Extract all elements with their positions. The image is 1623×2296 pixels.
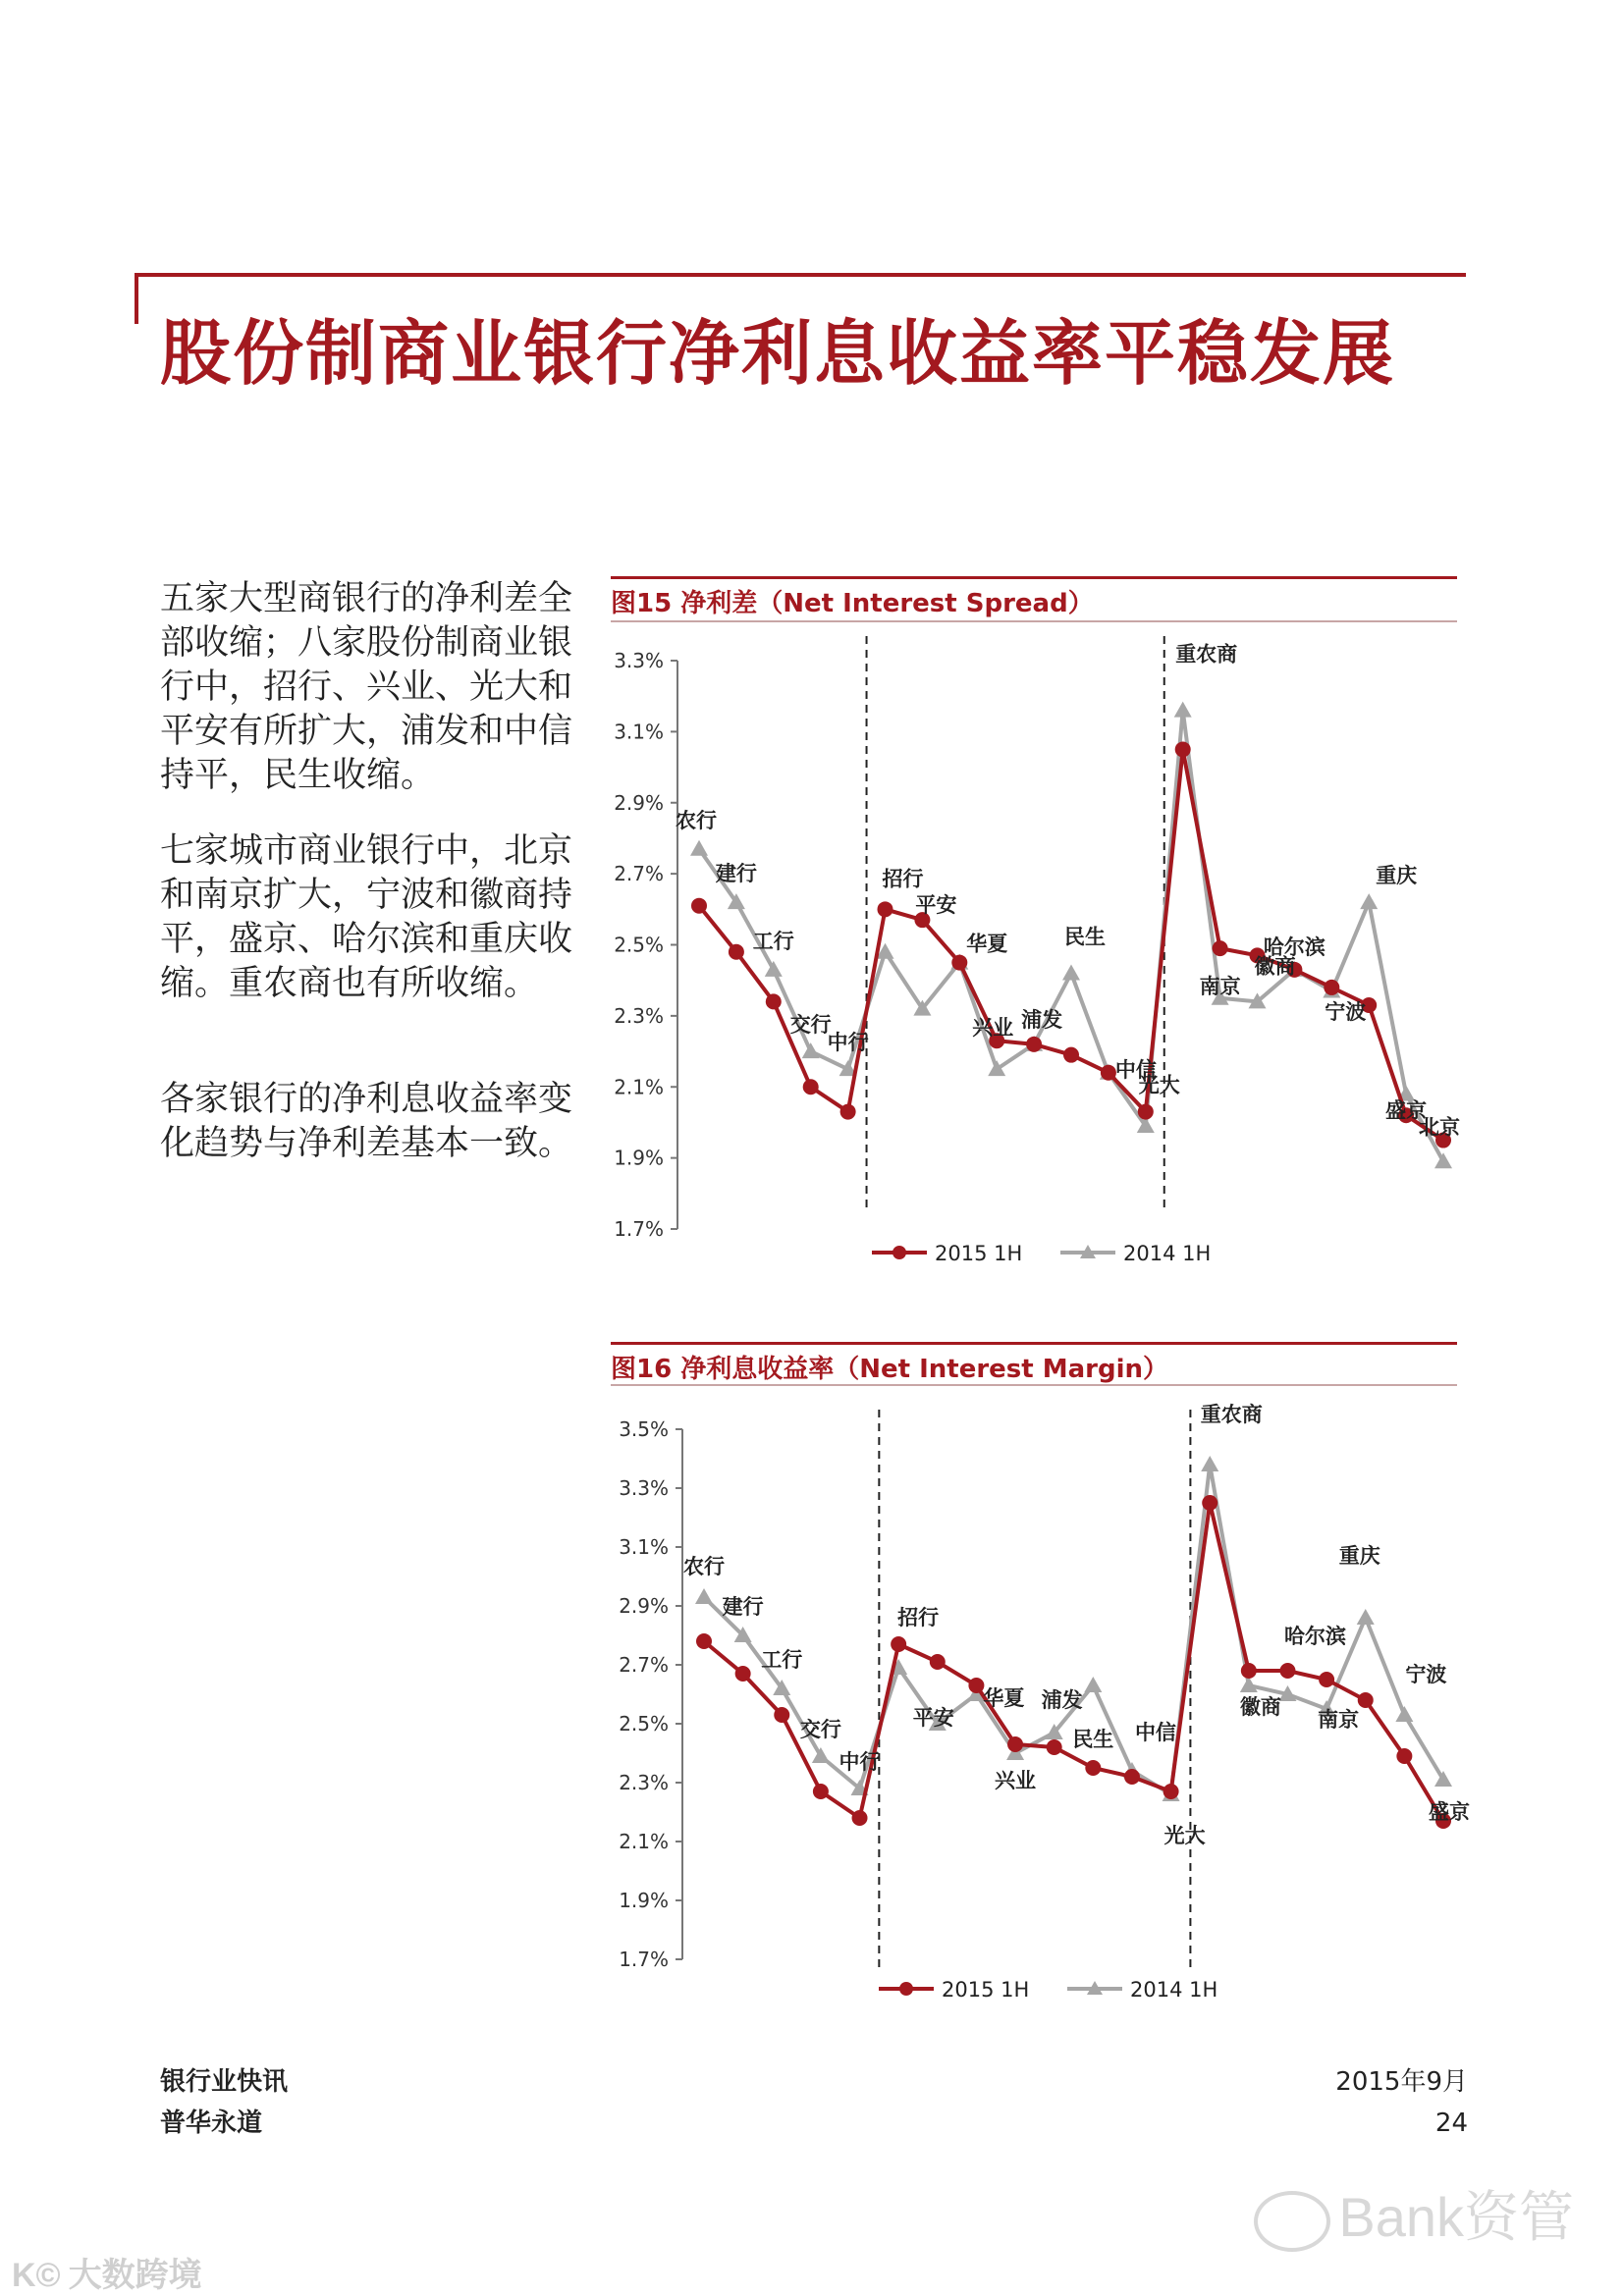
point-label: 农行 [676, 808, 717, 832]
footer-company-name: 普华永道 [160, 2109, 263, 2138]
series-point-2015 [1279, 1663, 1295, 1679]
series-point-2015 [1202, 1495, 1217, 1511]
series-point-2015 [1358, 1692, 1374, 1708]
y-tick-label: 2.3% [614, 1003, 664, 1028]
y-tick-label: 2.1% [619, 1830, 669, 1853]
point-label: 中行 [827, 1031, 869, 1055]
series-point-2015 [852, 1810, 868, 1826]
y-tick-label: 3.5% [619, 1417, 669, 1441]
legend-marker-2015 [899, 1982, 913, 1996]
point-label: 中行 [839, 1750, 881, 1774]
footer-date: 2015年9月 [1335, 2067, 1468, 2097]
point-label: 民生 [1064, 925, 1106, 949]
point-label: 哈尔滨 [1263, 934, 1325, 959]
point-label: 兴业 [972, 1016, 1014, 1041]
point-label: 中信 [1134, 1721, 1176, 1744]
point-label: 重农商 [1175, 642, 1238, 667]
point-label: 徽商 [1239, 1695, 1281, 1719]
series-point-2015 [735, 1666, 751, 1682]
fig16-title: 图16 净利息收益率（Net Interest Margin） [611, 1355, 1169, 1384]
logo-text: 大数跨境 [68, 2256, 202, 2295]
point-label: 兴业 [995, 1769, 1037, 1792]
page-number: 24 [1434, 2109, 1468, 2138]
series-point-2015 [696, 1633, 712, 1649]
point-label: 盛京 [1429, 1800, 1470, 1824]
point-label: 盛京 [1385, 1098, 1428, 1123]
y-tick-label: 3.3% [619, 1476, 669, 1500]
point-label: 招行 [882, 867, 924, 891]
point-label: 平安 [912, 1706, 954, 1730]
fig15-title: 图15 净利差（Net Interest Spread） [611, 589, 1094, 618]
point-label: 民生 [1072, 1728, 1114, 1751]
series-point-2015 [1163, 1784, 1179, 1799]
point-label: 工行 [761, 1648, 803, 1672]
series-point-2014 [1240, 1677, 1258, 1692]
series-point-2015 [930, 1654, 946, 1670]
series-point-2015 [774, 1707, 789, 1723]
paragraph-nim-trend: 各家银行的净利息收益率变化趋势与净利差基本一致。 [160, 1080, 573, 1163]
series-point-2014 [1084, 1677, 1102, 1692]
point-label: 浦发 [1021, 1007, 1063, 1032]
series-point-2015 [1047, 1739, 1062, 1755]
y-tick-label: 2.1% [614, 1075, 664, 1099]
paragraph-city-banks: 七家城市商业银行中，北京和南京扩大，宁波和徽商持平，盛京、哈尔滨和重庆收缩。重农商也有所收缩。 [160, 831, 573, 1003]
y-tick-label: 2.7% [614, 862, 664, 886]
series-point-2015 [891, 1636, 906, 1652]
legend-label-2015: 2015 1H [935, 1242, 1023, 1265]
series-point-2015 [1124, 1769, 1140, 1785]
series-line-2015 [704, 1503, 1443, 1821]
footer-meta [1335, 2061, 1468, 2144]
series-point-2014 [1395, 1706, 1413, 1722]
legend-label-2014: 2014 1H [1123, 1242, 1212, 1265]
series-point-2014 [1434, 1771, 1452, 1787]
point-label: 平安 [915, 893, 957, 918]
legend-label-2014: 2014 1H [1130, 1978, 1218, 2002]
point-label: 华夏 [983, 1686, 1025, 1710]
series-point-2015 [1085, 1760, 1101, 1776]
point-label: 光大 [1163, 1824, 1206, 1847]
point-label: 宁波 [1405, 1663, 1447, 1686]
y-tick-label: 2.3% [619, 1771, 669, 1794]
series-point-2014 [812, 1747, 830, 1763]
series-point-2014 [695, 1588, 713, 1604]
point-label: 浦发 [1041, 1688, 1083, 1712]
logo-mark: K© [12, 2257, 61, 2294]
y-tick-label: 2.5% [614, 933, 664, 957]
point-label: 农行 [683, 1555, 725, 1578]
point-label: 南京 [1318, 1708, 1360, 1732]
point-label: 哈尔滨 [1283, 1625, 1346, 1648]
y-tick-label: 2.5% [619, 1712, 669, 1735]
footer-newsletter-name: 银行业快讯 [160, 2067, 289, 2097]
y-tick-label: 2.9% [614, 790, 664, 815]
y-tick-label: 1.7% [619, 1948, 669, 1971]
point-label: 交行 [789, 1013, 832, 1038]
page-title: 股份制商业银行净利息收益率平稳发展 [160, 312, 1396, 395]
y-tick-label: 2.9% [619, 1594, 669, 1618]
series-point-2015 [1241, 1663, 1257, 1679]
point-label: 宁波 [1325, 999, 1367, 1024]
point-label: 建行 [715, 862, 757, 886]
point-label: 工行 [752, 929, 794, 953]
wechat-watermark [1254, 2174, 1574, 2253]
point-label: 中信 [1114, 1057, 1157, 1082]
point-label: 南京 [1199, 975, 1241, 999]
series-point-2014 [1201, 1456, 1218, 1471]
y-tick-label: 3.1% [619, 1535, 669, 1559]
series-point-2015 [1396, 1748, 1412, 1764]
point-label: 光大 [1138, 1073, 1180, 1097]
series-point-2015 [1007, 1736, 1023, 1752]
y-tick-label: 2.7% [619, 1653, 669, 1677]
footer-publisher [160, 2061, 288, 2144]
y-tick-label: 1.7% [614, 1217, 664, 1241]
series-point-2015 [968, 1678, 984, 1693]
y-tick-label: 1.9% [619, 1889, 669, 1912]
y-tick-label: 1.9% [614, 1146, 664, 1170]
point-label: 华夏 [966, 932, 1008, 956]
point-label: 重农商 [1200, 1403, 1263, 1426]
legend-label-2015: 2015 1H [942, 1978, 1030, 2002]
series-point-2014 [1357, 1609, 1375, 1625]
y-tick-label: 3.3% [614, 649, 664, 672]
point-label: 重庆 [1376, 864, 1418, 888]
point-label: 北京 [1419, 1115, 1460, 1140]
series-point-2015 [1319, 1672, 1334, 1687]
point-label: 徽商 [1254, 954, 1296, 979]
corner-logo [12, 2248, 202, 2296]
paragraph-net-spread: 五家大型商银行的净利差全部收缩；八家股份制商业银行中，招行、兴业、光大和平安有所扩大，浦发和中信持平，民生收缩。 [160, 579, 573, 795]
point-label: 招行 [897, 1606, 940, 1629]
y-tick-label: 3.1% [614, 720, 664, 744]
point-label: 建行 [722, 1595, 764, 1619]
point-label: 重庆 [1338, 1544, 1380, 1568]
point-label: 交行 [799, 1718, 841, 1741]
series-point-2015 [813, 1784, 829, 1799]
wechat-icon [1254, 2191, 1330, 2252]
watermark-text: Bank资管 [1338, 2186, 1574, 2248]
